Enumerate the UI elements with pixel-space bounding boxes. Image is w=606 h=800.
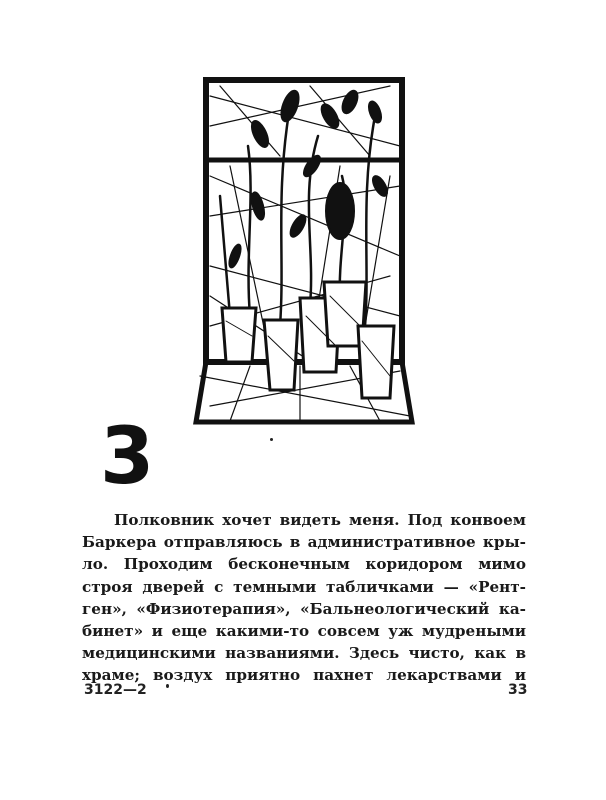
text-line: медицинскими названиями. Здесь чисто, как в xyxy=(82,644,526,663)
text-line: Баркера отправляюсь в административное кры- xyxy=(82,533,526,552)
page-number: 33 xyxy=(508,682,528,698)
print-speck xyxy=(270,438,273,441)
print-speck xyxy=(166,684,169,688)
text-line: ло. Проходим бесконечным коридором мимо xyxy=(82,555,526,574)
text-line: Полковник хочет видеть меня. Под конвоем xyxy=(114,511,526,529)
text-line: бинет» и еще какими-то совсем уж мудреными xyxy=(82,622,526,641)
body-paragraph xyxy=(82,509,526,687)
text-line: ген», «Физиотерапия», «Бальнеологический ка- xyxy=(82,599,526,618)
printer-signature: 3122—2 xyxy=(84,682,147,698)
text-line: храме; воздух приятно пахнет лекарствами и xyxy=(82,666,526,685)
window-with-plants-icon xyxy=(190,76,426,426)
text-line: строя дверей с темными табличками — «Рент- xyxy=(82,577,526,596)
chapter-number: 3 xyxy=(100,412,153,502)
